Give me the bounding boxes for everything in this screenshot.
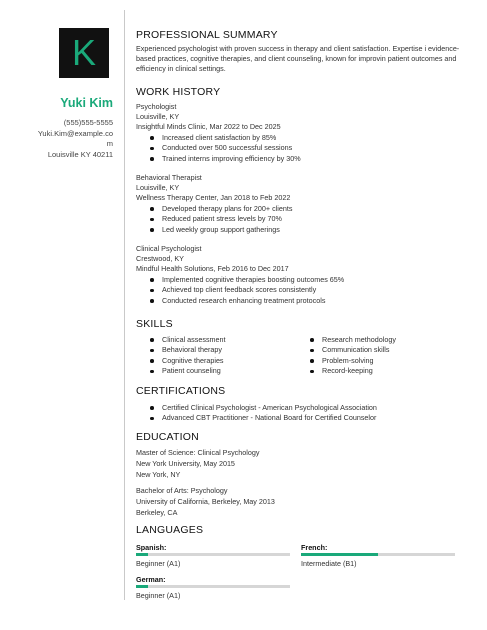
monogram — [59, 28, 109, 78]
language-level-bar — [136, 553, 290, 556]
sidebar — [0, 0, 125, 630]
job-location: Louisville, KY — [136, 112, 180, 121]
education-degree: Master of Science: Clinical Psychology — [136, 448, 260, 457]
education-location: Berkeley, CA — [136, 508, 178, 517]
language-level-fill — [136, 585, 148, 588]
list-item: Clinical assessment — [136, 335, 226, 345]
list-item: Behavioral therapy — [136, 345, 226, 355]
work-history-heading: WORK HISTORY — [136, 86, 221, 98]
monogram-initial: K — [71, 32, 96, 73]
languages-heading: LANGUAGES — [136, 524, 204, 536]
language-name: German: — [136, 575, 166, 584]
list-item: Record-keeping — [296, 366, 396, 376]
list-item: Cognitive therapies — [136, 356, 226, 366]
list-item: Achieved top client feedback scores consistently — [136, 285, 344, 295]
education-location: New York, NY — [136, 470, 181, 479]
language-level-fill — [136, 553, 148, 556]
job-bullets — [136, 133, 301, 164]
list-item: Implemented cognitive therapies boosting outcomes 65% — [136, 275, 344, 285]
list-item: Advanced CBT Practitioner - National Board for Certified Counselor — [136, 413, 377, 423]
list-item: Certified Clinical Psychologist - American Psychological Association — [136, 403, 377, 413]
language-level: Beginner (A1) — [136, 559, 181, 568]
job-company-dates: Mindful Health Solutions, Feb 2016 to Dec 2017 — [136, 264, 289, 273]
list-item: Conducted research enhancing treatment protocols — [136, 296, 344, 306]
location: Louisville KY 40211 — [47, 149, 113, 159]
list-item: Communication skills — [296, 345, 396, 355]
job-title: Clinical Psychologist — [136, 244, 202, 253]
list-item: Patient counseling — [136, 366, 226, 376]
skills-left-list — [136, 335, 226, 377]
skills-right-list — [296, 335, 396, 377]
list-item: Trained interns improving efficiency by 30% — [136, 154, 301, 164]
education-degree: Bachelor of Arts: Psychology — [136, 486, 228, 495]
email-line-1: Yuki.Kim@example.co — [37, 128, 113, 138]
phone: (555)555-5555 — [63, 118, 113, 127]
job-bullets — [136, 275, 344, 306]
job-bullets — [136, 204, 292, 235]
certifications-list — [136, 403, 377, 424]
job-title: Psychologist — [136, 102, 177, 111]
job-title: Behavioral Therapist — [136, 173, 202, 182]
language-name: Spanish: — [136, 543, 167, 552]
list-item: Reduced patient stress levels by 70% — [136, 214, 292, 224]
job-company-dates: Insightful Minds Clinic, Mar 2022 to Dec 2025 — [136, 122, 281, 131]
contact-info — [0, 118, 113, 160]
list-item: Research methodology — [296, 335, 396, 345]
education-school-date: New York University, May 2015 — [136, 459, 235, 468]
education-heading: EDUCATION — [136, 431, 199, 443]
candidate-name: Yuki Kim — [60, 96, 113, 110]
list-item: Developed therapy plans for 200+ clients — [136, 204, 292, 214]
language-name: French: — [301, 543, 328, 552]
language-level-bar — [136, 585, 290, 588]
job-location: Louisville, KY — [136, 183, 180, 192]
email-line-2: m — [106, 139, 113, 149]
language-level: Intermediate (B1) — [301, 559, 357, 568]
list-item: Conducted over 500 successful sessions — [136, 143, 301, 153]
column-divider — [124, 10, 125, 600]
language-level: Beginner (A1) — [136, 591, 181, 600]
list-item: Led weekly group support gatherings — [136, 225, 292, 235]
certifications-heading: CERTIFICATIONS — [136, 385, 226, 397]
language-level-fill — [301, 553, 378, 556]
job-company-dates: Wellness Therapy Center, Jan 2018 to Feb 2022 — [136, 193, 291, 202]
skills-heading: SKILLS — [136, 318, 173, 330]
list-item: Increased client satisfaction by 85% — [136, 133, 301, 143]
summary-text: Experienced psychologist with proven success in therapy and client satisfaction. Expertise i evidence-based practices, cognitive therapies, and client counseling, known for improvin patient outcomes and efficiency in clinical settings. — [136, 44, 460, 74]
education-school-date: University of California, Berkeley, May 2013 — [136, 497, 275, 506]
list-item: Problem-solving — [296, 356, 396, 366]
language-level-bar — [301, 553, 455, 556]
summary-heading: PROFESSIONAL SUMMARY — [136, 29, 278, 41]
job-location: Crestwood, KY — [136, 254, 184, 263]
